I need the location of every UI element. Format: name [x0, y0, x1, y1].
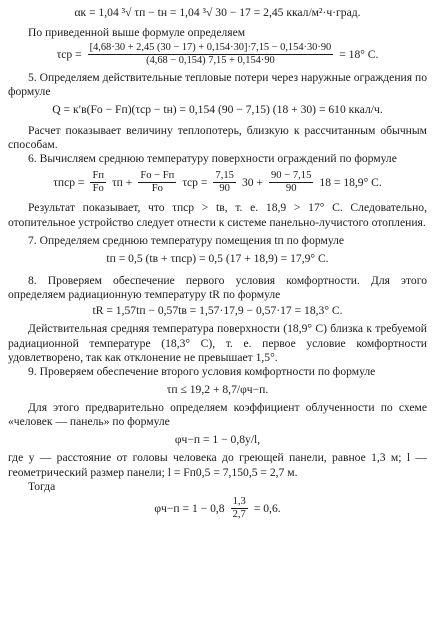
formula-tsrn-mid2: τср = — [182, 175, 208, 189]
formula-heat-loss: Q = к′в(Fо − Fп)(τср − tн) = 0,154 (90 − 7,15) (18 + 30) = 610 ккал/ч. — [52, 103, 383, 117]
where-text: где y — расстояние от головы человека до греющей панели, равное 1,3 м; l — геометрический размер панели; l = Fп0,5 = 7,150,5 = 2,7 м. — [8, 451, 427, 479]
formula-room-temp: tп = 0,5 (tв + τпср) = 0,5 (17 + 18,9) = 17,9° С. — [106, 251, 329, 265]
step-6-text: 6. Вычисляем среднюю температуру поверхности ограждений по формуле — [28, 151, 397, 165]
formula-phi-value — [8, 496, 427, 521]
for-this-text: Для этого предварительно определяем коэффициент облученности по схеме «человек — панель» по формуле — [8, 401, 427, 429]
fraction-fo-fp-fo-den: Fо — [151, 183, 163, 195]
step-8-text: 8. Проверяем обеспечение первого условия комфортности. Для этого определяем радиационную температуру tR по формуле — [8, 273, 427, 302]
fraction-fo-fp-fo-num: Fо − Fп — [138, 170, 176, 183]
calc-shows-text: Расчет показывает величину теплопотерь, близкую к рассчитанным обычным способам. — [8, 123, 427, 151]
fraction-13-27-num: 1,3 — [231, 496, 248, 509]
formula-phi-value-lhs: φч−п = 1 − 0,8 — [154, 501, 225, 515]
fraction-90-715-90 — [269, 170, 313, 195]
fraction-fp-fo-num: Fп — [90, 170, 106, 183]
formula-tsr-fraction — [88, 42, 334, 67]
fraction-90-715-90-num: 90 − 7,15 — [269, 170, 313, 183]
step-7-text: 7. Определяем среднюю температуру помещения tп по формуле — [28, 233, 345, 247]
formula-tsr-denominator: (4,68 − 0,154) 7,15 + 0,154·90 — [146, 55, 275, 67]
fraction-fo-fp-fo — [138, 170, 176, 195]
fraction-fp-fo-den: Fо — [92, 183, 104, 195]
fraction-13-27-den: 2,7 — [232, 509, 246, 521]
formula-radiation-temp: tR = 1,57tп − 0,57tв = 1,57·17,9 − 0,57·17 = 18,3° С. — [92, 304, 343, 318]
formula-alpha: αк = 1,04 ³√ τп − tн = 1,04 ³√ 30 − 17 = 2,45 ккал/м²·ч·град. — [74, 6, 361, 19]
formula-tsr — [8, 42, 427, 67]
fraction-fp-fo — [90, 170, 106, 195]
formula-tsrn — [8, 170, 427, 195]
formula-condition-2: τп ≤ 19,2 + 8,7/φч−п. — [166, 382, 269, 396]
fraction-90-715-90-den: 90 — [285, 183, 297, 195]
result-text: Результат показывает, что τпср > tв, т. е. 18,9 > 17° С. Следовательно, отопительное устройство следует отнести к системе панельно-лучистого отопления. — [8, 201, 427, 229]
step-9-text: 9. Проверяем обеспечение второго условия комфортности по формуле — [28, 364, 376, 378]
formula-tsr-lhs: τср = — [56, 47, 82, 61]
fraction-13-27 — [231, 496, 248, 521]
formula-tsr-numerator: [4,68·30 + 2,45 (30 − 17) + 0,154·30]·7,15 − 0,154·30·90 — [89, 42, 332, 54]
actual-temp-text: Действительная средняя температура поверхности (18,9° С) близка к требуемой радиационной температуре (18,3° С), т. е. первое условие комфортности удовлетворено, так как отклонение не превышает 1,5°. — [8, 322, 427, 364]
formula-tsr-rhs: = 18° С. — [339, 47, 379, 61]
fraction-715-90 — [213, 170, 236, 195]
fraction-715-90-num: 7,15 — [213, 170, 236, 183]
formula-intro-text: По приведенной выше формуле определяем — [28, 26, 246, 40]
formula-tsrn-mid1: τп + — [112, 175, 133, 189]
formula-phi-value-rhs: = 0,6. — [253, 501, 281, 515]
then-text: Тогда — [28, 479, 56, 493]
formula-tsrn-mid3: 30 + — [241, 175, 263, 189]
step-5-text: 5. Определяем действительные тепловые потери через наружные ограждения по формуле — [8, 71, 427, 99]
fraction-715-90-den: 90 — [219, 183, 230, 195]
formula-tsrn-lhs: τпср = — [53, 175, 85, 189]
formula-phi: φч−п = 1 − 0,8y/l, — [174, 433, 261, 447]
formula-tsrn-end: 18 = 18,9° С. — [319, 175, 382, 189]
